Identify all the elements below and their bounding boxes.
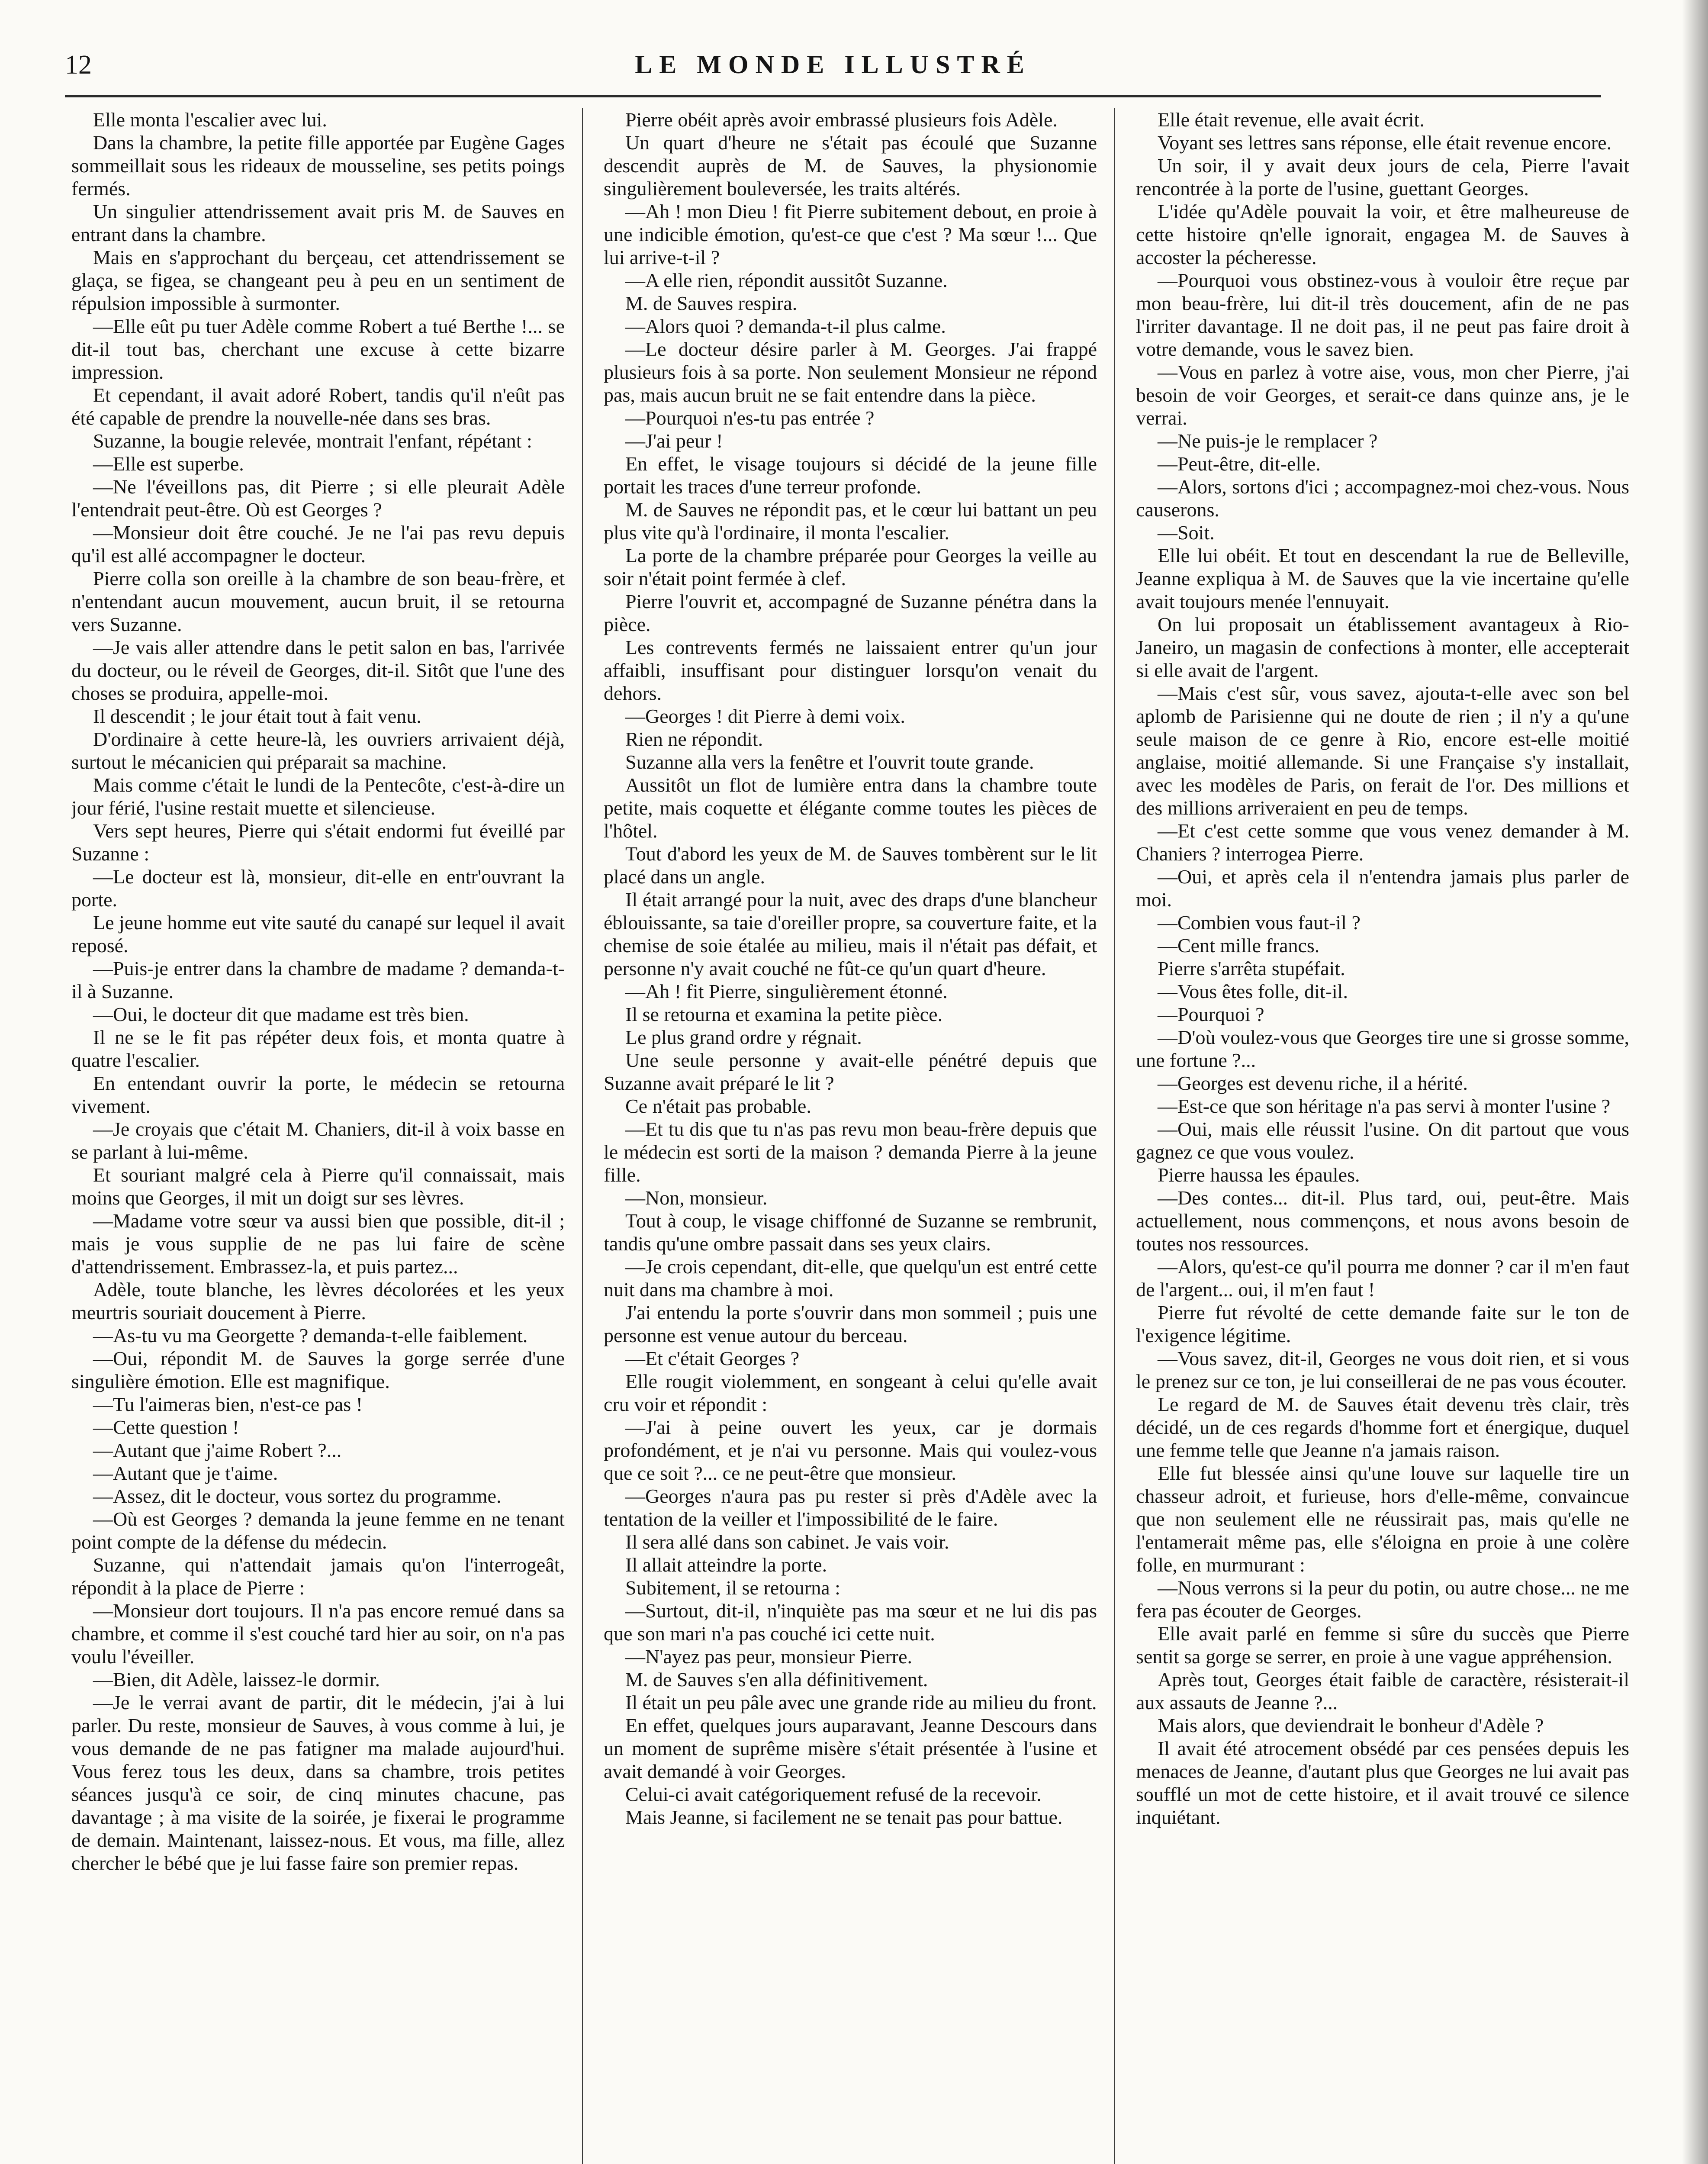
paragraph: Suzanne, qui n'attendait jamais qu'on l'interrogeât, répondit à la place de Pierre : <box>71 1554 565 1599</box>
paragraph: —Pourquoi n'es-tu pas entrée ? <box>625 407 875 429</box>
paragraph: Il avait été atrocement obsédé par ces pensées depuis les menaces de Jeanne, d'autant plus que Georges ne lui avait pas soufflé un mot de cette histoire, et il avait trouvé ce silence inquiétant. <box>1136 1737 1629 1828</box>
text-column-1 <box>71 108 565 2164</box>
paragraph: Le jeune homme eut vite sauté du canapé sur lequel il avait reposé. <box>71 911 565 956</box>
paragraph: Pierre obéit après avoir embrassé plusieurs fois Adèle. <box>625 109 1058 131</box>
paragraph: Adèle, toute blanche, les lèvres décolorées et les yeux meurtris souriait doucement à Pierre. <box>71 1278 565 1324</box>
masthead-title: LE MONDE ILLUSTRÉ <box>635 50 1031 79</box>
paragraph: Pierre colla son oreille à la chambre de son beau-frère, et n'entendant aucun mouvement, aucun bruit, il se retourna vers Suzanne. <box>71 567 565 635</box>
paragraph: —Georges ! dit Pierre à demi voix. <box>625 705 905 727</box>
paragraph: —Ah ! fit Pierre, singulièrement étonné. <box>625 980 948 1002</box>
paragraph: Une seule personne y avait-elle pénétré depuis que Suzanne avait préparé le lit ? <box>604 1049 1097 1094</box>
paragraph: Le regard de M. de Sauves était devenu très clair, très décidé, un de ces regards d'homme fort et énergique, duquel une femme telle que Jeanne n'a jamais raison. <box>1136 1393 1629 1461</box>
paragraph: —Oui, mais elle réussit l'usine. On dit partout que vous gagnez ce que vous voulez. <box>1136 1118 1629 1163</box>
paragraph: —Alors quoi ? demanda-t-il plus calme. <box>625 315 946 337</box>
page-edge-shadow <box>1682 0 1708 2164</box>
paragraph: Suzanne, la bougie relevée, montrait l'enfant, répétant : <box>93 430 532 452</box>
paragraph: —Bien, dit Adèle, laissez-le dormir. <box>93 1668 380 1691</box>
paragraph: —J'ai peur ! <box>625 430 723 452</box>
paragraph: Il ne se le fit pas répéter deux fois, et monta quatre à quatre l'escalier. <box>71 1026 565 1071</box>
paragraph: —Oui, et après cela il n'entendra jamais plus parler de moi. <box>1136 866 1629 911</box>
paragraph: Il était un peu pâle avec une grande ride au milieu du front. <box>625 1691 1097 1713</box>
paragraph: —Cette question ! <box>93 1416 239 1438</box>
paragraph: Un soir, il y avait deux jours de cela, Pierre l'avait rencontrée à la porte de l'usine, guettant Georges. <box>1136 155 1629 200</box>
paragraph: On lui proposait un établissement avantageux à Rio-Janeiro, un magasin de confections à monter, elle accepterait si elle avait de l'argent. <box>1136 613 1629 681</box>
column-divider <box>1114 108 1115 2164</box>
paragraph: Mais en s'approchant du berçeau, cet attendrissement se glaça, se figea, se changeant peu à peu en un sentiment de répulsion impossible à surmonter. <box>71 246 565 314</box>
paragraph: Les contrevents fermés ne laissaient entrer qu'un jour affaibli, insuffisant pour distinguer lorsqu'on venait du dehors. <box>604 636 1097 704</box>
paragraph: Aussitôt un flot de lumière entra dans la chambre toute petite, mais coquette et élégante comme toutes les pièces de l'hôtel. <box>604 774 1097 842</box>
paragraph: Pierre haussa les épaules. <box>1158 1164 1360 1186</box>
paragraph: Mais Jeanne, si facilement ne se tenait pas pour battue. <box>625 1806 1063 1828</box>
paragraph: En entendant ouvrir la porte, le médecin se retourna vivement. <box>71 1072 565 1117</box>
paragraph: Il se retourna et examina la petite pièce. <box>625 1003 943 1025</box>
paragraph: Suzanne alla vers la fenêtre et l'ouvrit toute grande. <box>625 751 1034 773</box>
paragraph: —Georges est devenu riche, il a hérité. <box>1158 1072 1468 1094</box>
paragraph: —Georges n'aura pas pu rester si près d'Adèle avec la tentation de la veiller et l'impossibilité de le faire. <box>604 1485 1097 1530</box>
paragraph: Dans la chambre, la petite fille apportée par Eugène Gages sommeillait sous les rideaux de mousseline, ses petits poings fermés. <box>71 132 565 200</box>
paragraph: —Je vais aller attendre dans le petit salon en bas, l'arrivée du docteur, ou le réveil de Georges, dit-il. Sitôt que l'une des choses se produira, appelle-moi. <box>71 636 565 704</box>
paragraph: Tout d'abord les yeux de M. de Sauves tombèrent sur le lit placé dans un angle. <box>604 843 1097 888</box>
paragraph: —Elle eût pu tuer Adèle comme Robert a tué Berthe !... se dit-il tout bas, cherchant une excuse à cette bizarre impression. <box>71 315 565 383</box>
paragraph: L'idée qu'Adèle pouvait la voir, et être malheureuse de cette histoire qn'elle ignorait, engagea M. de Sauves à accoster la pécheresse. <box>1136 200 1629 268</box>
paragraph: —Puis-je entrer dans la chambre de madame ? demanda-t-il à Suzanne. <box>71 957 565 1002</box>
paragraph: —D'où voulez-vous que Georges tire une si grosse somme, une fortune ?... <box>1136 1026 1629 1071</box>
paragraph: En effet, quelques jours auparavant, Jeanne Descours dans un moment de suprême misère s'était présentée à l'usine et avait demandé à voir Georges. <box>604 1714 1097 1782</box>
paragraph: —Peut-être, dit-elle. <box>1158 453 1321 475</box>
page-header <box>65 50 1601 93</box>
paragraph: —Vous êtes folle, dit-il. <box>1158 980 1348 1002</box>
paragraph: Elle était revenue, elle avait écrit. <box>1158 109 1425 131</box>
column-divider <box>582 108 583 2164</box>
paragraph: Il sera allé dans son cabinet. Je vais voir. <box>625 1531 949 1553</box>
paragraph: J'ai entendu la porte s'ouvrir dans mon sommeil ; puis une personne est venue autour du berceau. <box>604 1301 1097 1346</box>
paragraph: —Combien vous faut-il ? <box>1158 911 1361 934</box>
paragraph: —N'ayez pas peur, monsieur Pierre. <box>625 1646 913 1668</box>
paragraph: Elle fut blessée ainsi qu'une louve sur laquelle tire un chasseur adroit, et furieuse, hors d'elle-même, convaincue que non seulement elle ne réussirait pas, mais qu'elle ne l'entamerait même pas, elle s'éloigna en proie à une colère folle, en murmurant : <box>1136 1462 1629 1576</box>
paragraph: Pierre l'ouvrit et, accompagné de Suzanne pénétra dans la pièce. <box>604 590 1097 635</box>
paragraph: Il était arrangé pour la nuit, avec des draps d'une blancheur éblouissante, sa taie d'oreiller propre, sa couverture faite, et la chemise de soie étalée au milieu, mais il n'était pas défait, et personne n'y avait couché ne fût-ce qu'un quart d'heure. <box>604 889 1097 979</box>
paragraph: D'ordinaire à cette heure-là, les ouvriers arrivaient déjà, surtout le mécanicien qui préparait sa machine. <box>71 728 565 773</box>
paragraph: Pierre fut révolté de cette demande faite sur le ton de l'exigence légitime. <box>1136 1301 1629 1346</box>
paragraph: —Autant que j'aime Robert ?... <box>93 1439 342 1461</box>
paragraph: —Cent mille francs. <box>1158 934 1320 956</box>
paragraph: —Ne puis-je le remplacer ? <box>1158 430 1378 452</box>
paragraph: —Où est Georges ? demanda la jeune femme en ne tenant point compte de la défense du médecin. <box>71 1508 565 1553</box>
paragraph: —Le docteur désire parler à M. Georges. J'ai frappé plusieurs fois à sa porte. Non seulement Monsieur ne répond pas, mais aucun bruit ne se fait entendre dans la pièce. <box>604 338 1097 406</box>
paragraph: —As-tu vu ma Georgette ? demanda-t-elle faiblement. <box>93 1324 528 1346</box>
paragraph: —Assez, dit le docteur, vous sortez du programme. <box>93 1485 502 1507</box>
paragraph: —Mais c'est sûr, vous savez, ajouta-t-elle avec son bel aplomb de Parisienne qui ne doute de rien ; il n'y a qu'une seule maison de ce genre à Rio, encore est-elle moitié anglaise, moitié allemande. Si une Française s'y installait, avec les modèles de Paris, on ferait de l'or. Des millions et des millions arriveraient en peu de temps. <box>1136 682 1629 819</box>
paragraph: Et cependant, il avait adoré Robert, tandis qu'il n'eût pas été capable de prendre la nouvelle-née dans ses bras. <box>71 384 565 429</box>
paragraph: Subitement, il se retourna : <box>625 1577 840 1599</box>
paragraph: Il allait atteindre la porte. <box>625 1554 827 1576</box>
paragraph: —Monsieur dort toujours. Il n'a pas encore remué dans sa chambre, et comme il s'est couché tard hier au soir, on n'a pas voulu l'éveiller. <box>71 1600 565 1668</box>
paragraph: —Monsieur doit être couché. Je ne l'ai pas revu depuis qu'il est allé accompagner le docteur. <box>71 522 565 567</box>
paragraph: —Tu l'aimeras bien, n'est-ce pas ! <box>93 1393 363 1415</box>
page-number: 12 <box>65 50 92 80</box>
paragraph: —Soit. <box>1158 522 1215 544</box>
header-rule <box>65 95 1601 97</box>
paragraph: —Et c'était Georges ? <box>625 1347 800 1369</box>
paragraph: Pierre s'arrêta stupéfait. <box>1158 957 1345 979</box>
paragraph: —Pourquoi ? <box>1158 1003 1264 1025</box>
paragraph: La porte de la chambre préparée pour Georges la veille au soir n'était point fermée à clef. <box>604 544 1097 589</box>
paragraph: Voyant ses lettres sans réponse, elle était revenue encore. <box>1158 132 1612 154</box>
paragraph: —Et c'est cette somme que vous venez demander à M. Chaniers ? interrogea Pierre. <box>1136 820 1629 865</box>
paragraph: —Vous en parlez à votre aise, vous, mon cher Pierre, j'ai besoin de voir Georges, et serait-ce dans quinze ans, je le verrai. <box>1136 361 1629 429</box>
paragraph: —Je croyais que c'était M. Chaniers, dit-il à voix basse en se parlant à lui-même. <box>71 1118 565 1163</box>
text-column-3 <box>1136 108 1629 2164</box>
paragraph: Vers sept heures, Pierre qui s'était endormi fut éveillé par Suzanne : <box>71 820 565 865</box>
paragraph: —Non, monsieur. <box>625 1187 768 1209</box>
paragraph: Un quart d'heure ne s'était pas écoulé que Suzanne descendit auprès de M. de Sauves, la physionomie singulièrement bouleversée, les traits altérés. <box>604 132 1097 200</box>
paragraph: —Oui, le docteur dit que madame est très bien. <box>93 1003 469 1025</box>
paragraph: Elle rougit violemment, en songeant à celui qu'elle avait cru voir et répondit : <box>604 1370 1097 1415</box>
paragraph: —Elle est superbe. <box>93 453 244 475</box>
paragraph: Elle monta l'escalier avec lui. <box>93 109 327 131</box>
text-column-2 <box>604 108 1097 2164</box>
paragraph: —Le docteur est là, monsieur, dit-elle en entr'ouvrant la porte. <box>71 866 565 911</box>
paragraph: Elle lui obéit. Et tout en descendant la rue de Belleville, Jeanne expliqua à M. de Sauves que la vie incertaine qu'elle avait toujours menée l'ennuyait. <box>1136 544 1629 612</box>
paragraph: —Ah ! mon Dieu ! fit Pierre subitement debout, en proie à une indicible émotion, qu'est-ce que c'est ? Ma sœur !... Que lui arrive-t-il ? <box>604 200 1097 268</box>
paragraph: M. de Sauves s'en alla définitivement. <box>625 1668 928 1691</box>
paragraph: —Ne l'éveillons pas, dit Pierre ; si elle pleurait Adèle l'entendrait peut-être. Où est Georges ? <box>71 476 565 521</box>
paragraph: —Je le verrai avant de partir, dit le médecin, j'ai à lui parler. Du reste, monsieur de Sauves, à vous comme à lui, je vous demande de ne pas fatigner ma malade aujourd'hui. Vous ferez tous les deux, dans sa chambre, trois petites séances jusqu'à ce soir, de cinq minutes chacune, pas davantage ; à ma visite de la soirée, je fixerai le programme de demain. Maintenant, laissez-nous. Et vous, ma fille, allez chercher le bébé que je lui fasse faire son premier repas. <box>71 1691 565 1874</box>
paragraph: Ce n'était pas probable. <box>625 1095 811 1117</box>
paragraph: —Des contes... dit-il. Plus tard, oui, peut-être. Mais actuellement, nous commençons, et nous avons besoin de toutes nos ressources. <box>1136 1187 1629 1255</box>
paragraph: —Autant que je t'aime. <box>93 1462 278 1484</box>
paragraph: —Pourquoi vous obstinez-vous à vouloir être reçue par mon beau-frère, lui dit-il très doucement, afin de ne pas l'irriter davantage. Il ne doit pas, il ne peut pas faire droit à votre demande, vous le savez bien. <box>1136 269 1629 360</box>
paragraph: Le plus grand ordre y régnait. <box>625 1026 862 1048</box>
paragraph: —Oui, répondit M. de Sauves la gorge serrée d'une singulière émotion. Elle est magnifique. <box>71 1347 565 1392</box>
paragraph: Après tout, Georges était faible de caractère, résisterait-il aux assauts de Jeanne ?... <box>1136 1668 1629 1713</box>
paragraph: —Madame votre sœur va aussi bien que possible, dit-il ; mais je vous supplie de ne pas lui faire de scène d'attendrissement. Embrassez-la, et puis partez... <box>71 1210 565 1278</box>
paragraph: Mais alors, que deviendrait le bonheur d'Adèle ? <box>1158 1714 1544 1736</box>
paragraph: —Est-ce que son héritage n'a pas servi à monter l'usine ? <box>1158 1095 1611 1117</box>
paragraph: —J'ai à peine ouvert les yeux, car je dormais profondément, et je n'ai vu personne. Mais qui voulez-vous que ce soit ?... ce ne peut-être que monsieur. <box>604 1416 1097 1484</box>
paragraph: Et souriant malgré cela à Pierre qu'il connaissait, mais moins que Georges, il mit un doigt sur ses lèvres. <box>71 1164 565 1209</box>
paragraph: M. de Sauves respira. <box>625 292 798 314</box>
paragraph: —Alors, qu'est-ce qu'il pourra me donner ? car il m'en faut de l'argent... oui, il m'en faut ! <box>1136 1256 1629 1301</box>
paragraph: —Et tu dis que tu n'as pas revu mon beau-frère depuis que le médecin est sorti de la maison ? demanda Pierre à la jeune fille. <box>604 1118 1097 1186</box>
paragraph: M. de Sauves ne répondit pas, et le cœur lui battant un peu plus vite qu'à l'ordinaire, il monta l'escalier. <box>604 499 1097 544</box>
paragraph: —A elle rien, répondit aussitôt Suzanne. <box>625 269 948 291</box>
paragraph: —Je crois cependant, dit-elle, que quelqu'un est entré cette nuit dans ma chambre à moi. <box>604 1256 1097 1301</box>
paragraph: Tout à coup, le visage chiffonné de Suzanne se rembrunit, tandis qu'une ombre passait dans ses yeux clairs. <box>604 1210 1097 1255</box>
paragraph: —Vous savez, dit-il, Georges ne vous doit rien, et si vous le prenez sur ce ton, je lui conseillerai de ne pas vous écouter. <box>1136 1347 1629 1392</box>
paragraph: Rien ne répondit. <box>625 728 763 750</box>
paragraph: Elle avait parlé en femme si sûre du succès que Pierre sentit sa gorge se serrer, en proie à une vague appréhension. <box>1136 1623 1629 1668</box>
paragraph: Mais comme c'était le lundi de la Pentecôte, c'est-à-dire un jour férié, l'usine restait muette et silencieuse. <box>71 774 565 819</box>
paragraph: —Nous verrons si la peur du potin, ou autre chose... ne me fera pas écouter de Georges. <box>1136 1577 1629 1622</box>
paragraph: En effet, le visage toujours si décidé de la jeune fille portait les traces d'une terreur profonde. <box>604 453 1097 498</box>
paragraph: —Surtout, dit-il, n'inquiète pas ma sœur et ne lui dis pas que son mari n'a pas couché ici cette nuit. <box>604 1600 1097 1645</box>
paragraph: Un singulier attendrissement avait pris M. de Sauves en entrant dans la chambre. <box>71 200 565 245</box>
paragraph: Celui-ci avait catégoriquement refusé de la recevoir. <box>625 1783 1042 1805</box>
paragraph: Il descendit ; le jour était tout à fait venu. <box>93 705 421 727</box>
paragraph: —Alors, sortons d'ici ; accompagnez-moi chez-vous. Nous causerons. <box>1136 476 1629 521</box>
